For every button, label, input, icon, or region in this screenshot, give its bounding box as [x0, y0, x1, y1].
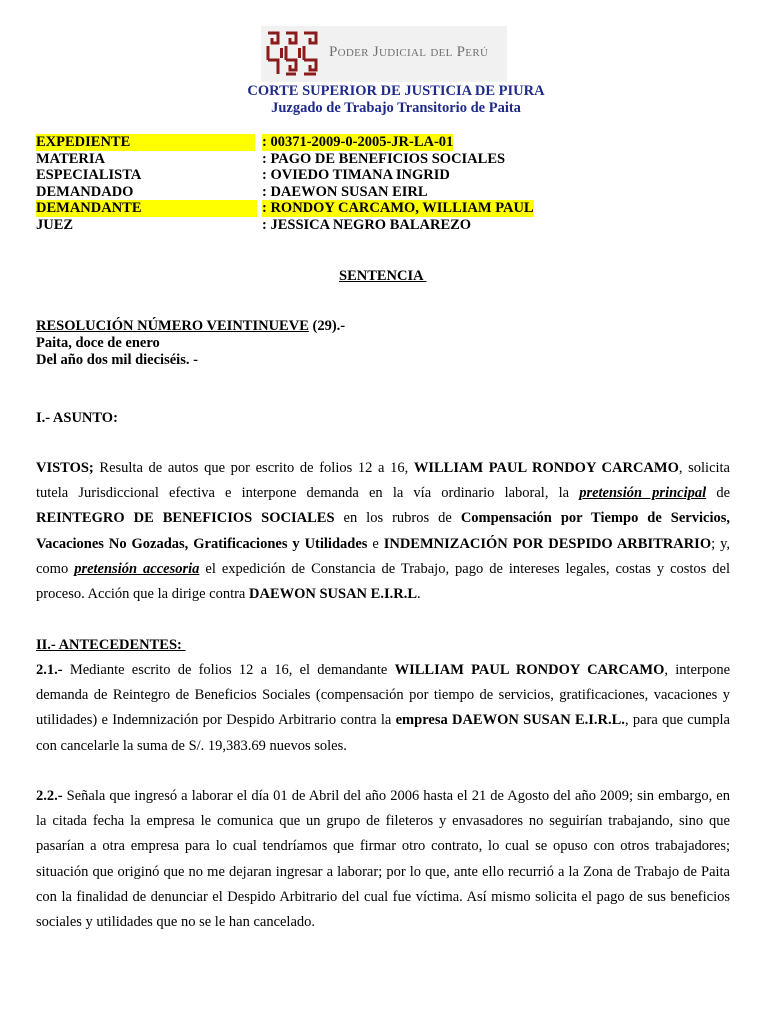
letterhead-logo [261, 26, 507, 82]
court-subname: Juzgado de Trabajo Transitorio de Paita [271, 100, 521, 116]
field-row-juez [36, 217, 736, 234]
resolution-number-suffix: (29).- [308, 318, 346, 334]
field-value: : PAGO DE BENEFICIOS SOCIALES [262, 150, 506, 167]
field-row-demandado [36, 184, 736, 201]
field-value: : JESSICA NEGRO BALAREZO [262, 216, 472, 233]
resolution-year: Del año dos mil dieciséis. - [36, 352, 198, 368]
field-row-expediente [36, 134, 736, 151]
court-name: CORTE SUPERIOR DE JUSTICIA DE PIURA [247, 83, 545, 99]
field-value: : 00371-2009-0-2005-JR-LA-01 [262, 134, 454, 150]
case-fields [36, 134, 736, 233]
field-label: MATERIA [36, 150, 106, 167]
document-title: SENTENCIA [339, 268, 427, 284]
institution-name: Poder Judicial del Perú [329, 44, 489, 60]
section-heading-asunto: I.- ASUNTO: [36, 410, 118, 426]
resolution-block [36, 318, 345, 369]
resolution-number: RESOLUCIÓN NÚMERO VEINTINUEVE [36, 318, 309, 334]
section-heading-antecedentes: II.- ANTECEDENTES: [36, 637, 186, 653]
paragraph-2-2: 2.2.- Señala que ingresó a laborar el día 01 de Abril del año 2006 hasta el 21 de Agosto del año 2009; sin embargo, en la citada fecha la empresa le comunica que un grupo de fileteros y envasadores no seguirían trabajando, sino que pasarían a otra empresa para lo cual tendríamos que firmar otro contrato, lo cual se opuso con otros trabajadores; situación que originó que no me dejaran ingresar a laborar; por lo que, ante ello recurrió a la Zona de Trabajo de Paita con la finalidad de denunciar el Despido Arbitrario del cual fue víctima. Así mismo solicita el pago de sus beneficios sociales y utilidades que no se le han cancelado. [36, 788, 730, 931]
field-label: DEMANDADO [36, 183, 134, 200]
poder-judicial-logo-icon [265, 30, 319, 78]
field-value: : RONDOY CARCAMO, WILLIAM PAUL [262, 200, 534, 216]
field-row-materia [36, 151, 736, 168]
paragraph-2-1: 2.1.- Mediante escrito de folios 12 a 16, el demandante WILLIAM PAUL RONDOY CARCAMO, interpone demanda de Reintegro de Beneficios Sociales (compensación por tiempo de servicios, gratificaciones, vacaciones y utilidades) e Indemnización por Despido Arbitrario contra la empresa DAEWON SUSAN E.I.R.L., para que cumpla con cancelarle la suma de S/. 19,383.69 nuevos soles. [36, 662, 731, 754]
field-label: EXPEDIENTE [36, 134, 255, 151]
paragraph-vistos: VISTOS; Resulta de autos que por escrito de folios 12 a 16, WILLIAM PAUL RONDOY CARCAMO, solicita tutela Jurisdiccional efectiva e interpone demanda en la vía ordinario laboral, la pretensión principal de REINTEGRO DE BENEFICIOS SOCIALES en los rubros de Compensación por Tiempo de Servicios, Vacaciones No Gozadas, Gratificaciones y Utilidades e INDEMNIZACIÓN POR DESPIDO ARBITRARIO; y, como pretensión accesoria el expedición de Constancia de Trabajo, pago de intereses legales, costas y costos del proceso. Acción que la dirige contra DAEWON SUSAN E.I.R.L. [36, 460, 731, 603]
field-value: : OVIEDO TIMANA INGRID [262, 167, 450, 183]
field-row-especialista [36, 167, 736, 184]
field-value: : DAEWON SUSAN EIRL [262, 183, 428, 200]
field-label: JUEZ [36, 216, 74, 233]
resolution-place-date: Paita, doce de enero [36, 335, 160, 351]
field-row-demandante [36, 200, 736, 217]
field-label: DEMANDANTE [36, 200, 257, 217]
field-label: ESPECIALISTA [36, 167, 142, 183]
